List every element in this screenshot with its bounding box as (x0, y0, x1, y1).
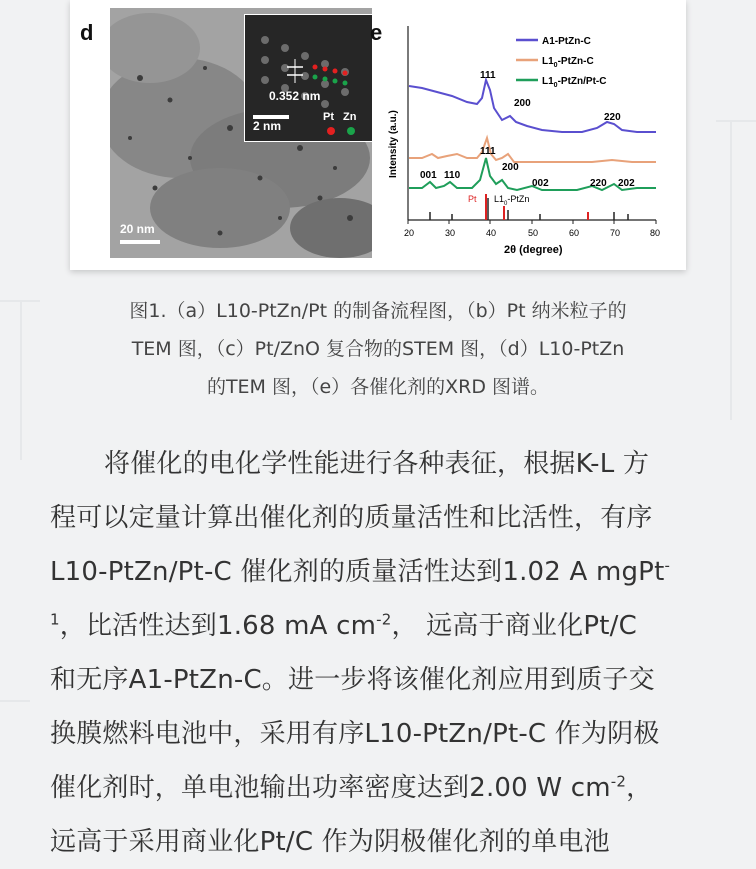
xtick-50: 50 (528, 228, 539, 238)
body-line-6: 换膜燃料电池中，采用有序L10-PtZn/Pt-C 作为阴极 (50, 719, 660, 749)
body-line-3: L10-PtZn/Pt-C 催化剂的质量活性达到1.02 A mgPt- (50, 556, 671, 587)
peak-a1-111: 111 (480, 70, 496, 81)
xrd-x-ticks (408, 220, 656, 224)
xtick-40: 40 (486, 228, 497, 238)
ref-pt-label: Pt (468, 194, 477, 204)
body-line-4: $^1$，比活性达到1.68 mA $cm^{-2}$， 远高于商业化Pt/C (50, 610, 637, 641)
xrd-xlabel: 2θ (degree) (504, 244, 563, 256)
peak-l10-001: 001 (420, 170, 437, 181)
ref-l10-label: $L1_0$-PtZn (494, 194, 530, 207)
peak-l10-202: 202 (618, 178, 635, 189)
xtick-60: 60 (569, 228, 580, 238)
peak-l10-110: 110 (444, 170, 461, 181)
legend-l10-c: $L1_0-PtZn-C$ (542, 56, 594, 69)
xtick-20: 20 (404, 228, 415, 238)
legend-zn-dot (347, 127, 355, 135)
tem-scale-label: 20 nm (120, 222, 155, 236)
caption-line-1: 图1.（a）L10-PtZn/Pt 的制备流程图，（b）Pt 纳米粒子的 (129, 300, 627, 322)
series-a1-ptzn-c (409, 80, 656, 132)
body-paragraph (50, 437, 710, 869)
body-line-1: 将催化的电化学性能进行各种表征，根据K-L 方 (104, 449, 650, 479)
panel-label-d: d (80, 20, 94, 45)
series-l10-ptzn-c (409, 138, 656, 162)
caption-line-3: 的TEM 图，（e）各催化剂的XRD 图谱。 (206, 376, 550, 398)
legend-l10-pt: $L1_0-PtZn/Pt-C$ (542, 76, 607, 89)
inset-distance-label: 0.352 nm (269, 89, 321, 103)
xtick-30: 30 (445, 228, 456, 238)
xtick-80: 80 (650, 228, 661, 238)
legend-pt-label: Pt (323, 111, 334, 123)
xtick-70: 70 (610, 228, 621, 238)
peak-a1-220: 220 (604, 112, 621, 123)
caption-line-2: TEM 图，（c）Pt/ZnO 复合物的STEM 图，（d）L10-PtZn (131, 338, 625, 360)
stem-inset (244, 14, 372, 142)
body-line-8: 远高于采用商业化Pt/C 作为阴极催化剂的单电池 (50, 827, 610, 857)
peak-a1-200: 200 (514, 98, 531, 109)
inset-scale-label: 2 nm (253, 119, 282, 133)
peak-l10-220: 220 (590, 178, 607, 189)
body-line-7: 催化剂时，单电池输出功率密度达到2.00 W $cm^{-2}$， (50, 772, 653, 803)
xrd-ylabel: Intensity (a.u.) (388, 110, 399, 178)
figure-caption (50, 292, 706, 406)
xrd-legend (516, 36, 606, 89)
tem-image (110, 8, 372, 258)
body-line-5: 和无序A1-PtZn-C。进一步将该催化剂应用到质子交 (50, 665, 655, 695)
peak-l10-111: 111 (480, 146, 496, 157)
legend-a1: A1-PtZn-C (542, 36, 591, 47)
peak-l10-002: 002 (532, 178, 549, 189)
figure-card (70, 0, 686, 270)
tem-scale-bar (120, 240, 160, 244)
legend-zn-label: Zn (343, 111, 357, 123)
panel-label-e: e (370, 20, 383, 45)
xrd-chart (382, 8, 682, 266)
peak-l10-200: 200 (502, 162, 519, 173)
legend-pt-dot (327, 127, 335, 135)
body-line-2: 程可以定量计算出催化剂的质量活性和比活性，有序 (50, 503, 653, 533)
